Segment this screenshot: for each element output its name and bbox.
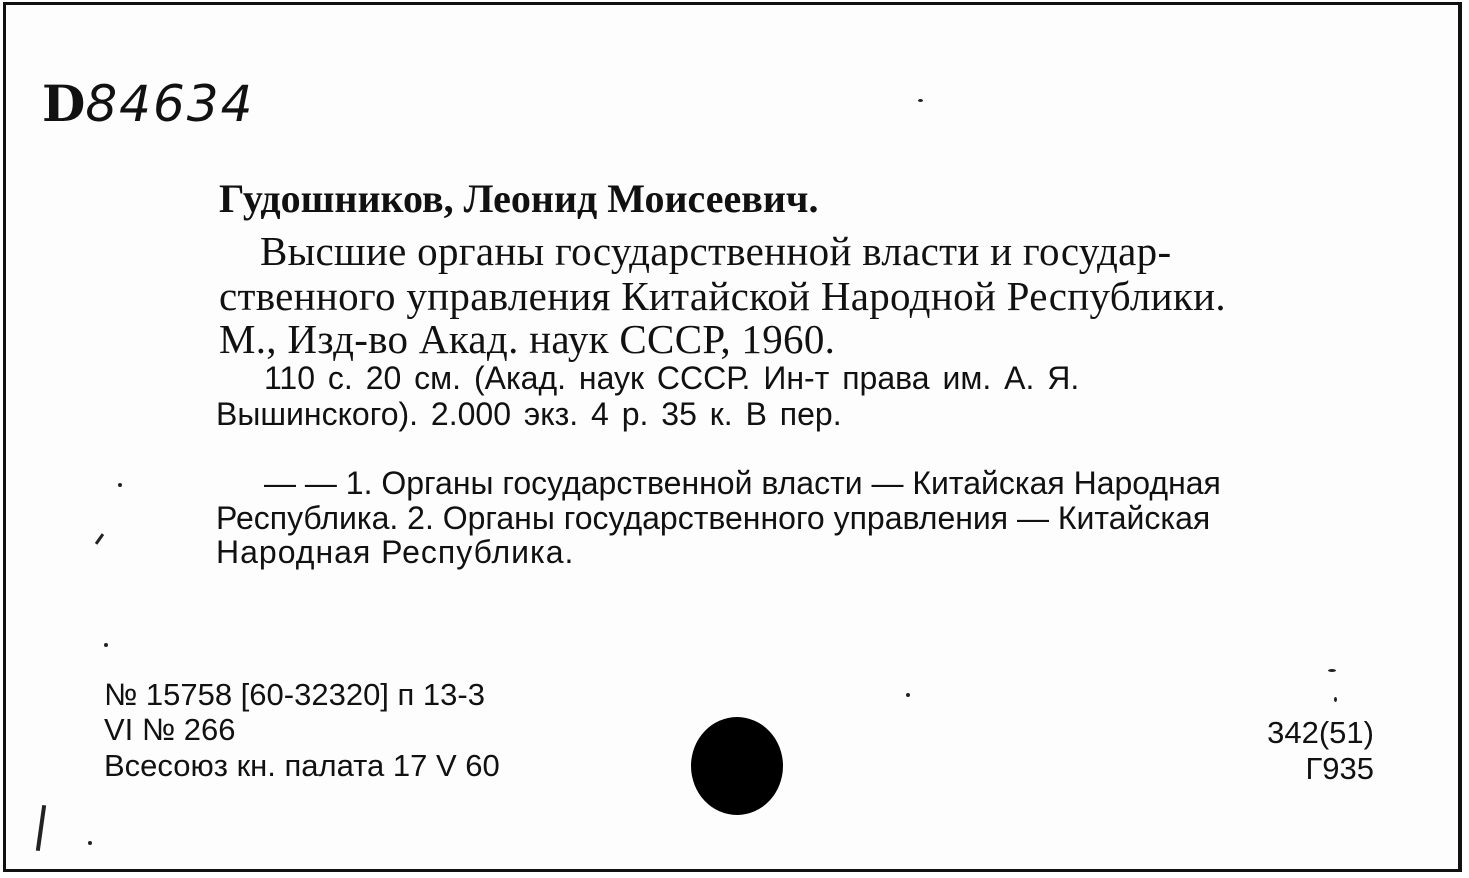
subject-line-2: Республика. 2. Органы государственного управления — Китайская	[216, 500, 1211, 536]
title-line-2: ственного управления Китайской Народной Республики.	[219, 273, 1226, 319]
classification-code: 342(51)	[1267, 715, 1374, 750]
pen-mark	[95, 533, 104, 545]
collation-line-2: Вышинского). 2.000 экз. 4 р. 35 к. В пер.	[216, 396, 842, 432]
pen-mark	[36, 805, 46, 851]
author-mark: Г935	[1305, 751, 1374, 786]
paper-speck	[918, 99, 923, 102]
registry-line-1: № 15758 [60-32320] п 13-3	[104, 677, 485, 712]
title-line-3: М., Изд-во Акад. наук СССР, 1960.	[219, 316, 836, 362]
paper-speck	[88, 841, 92, 845]
paper-speck	[104, 643, 108, 647]
collation-line-1: 110 с. 20 см. (Акад. наук СССР. Ин-т права им. А. Я.	[264, 360, 1080, 396]
subject-line-3: Народная Республика.	[216, 534, 575, 570]
registry-line-2: VI № 266	[104, 712, 236, 747]
paper-speck	[118, 483, 122, 487]
paper-speck	[1328, 669, 1336, 672]
call-number-digits: 84634	[85, 75, 255, 133]
registry-line-3: Всесоюз кн. палата 17 V 60	[104, 748, 500, 783]
title-line-1: Высшие органы государственной власти и государ-	[260, 228, 1172, 274]
paper-speck	[906, 693, 910, 697]
subject-line-1: — — 1. Органы государственной власти — Китайская Народная	[264, 465, 1221, 501]
paper-speck	[1334, 697, 1337, 702]
catalog-card	[3, 2, 1462, 872]
call-number-prefix: D	[42, 74, 86, 133]
author-heading: Гудошников, Леонид Моисеевич.	[219, 176, 819, 221]
handwritten-call-number	[42, 74, 255, 133]
punch-hole	[691, 717, 783, 815]
